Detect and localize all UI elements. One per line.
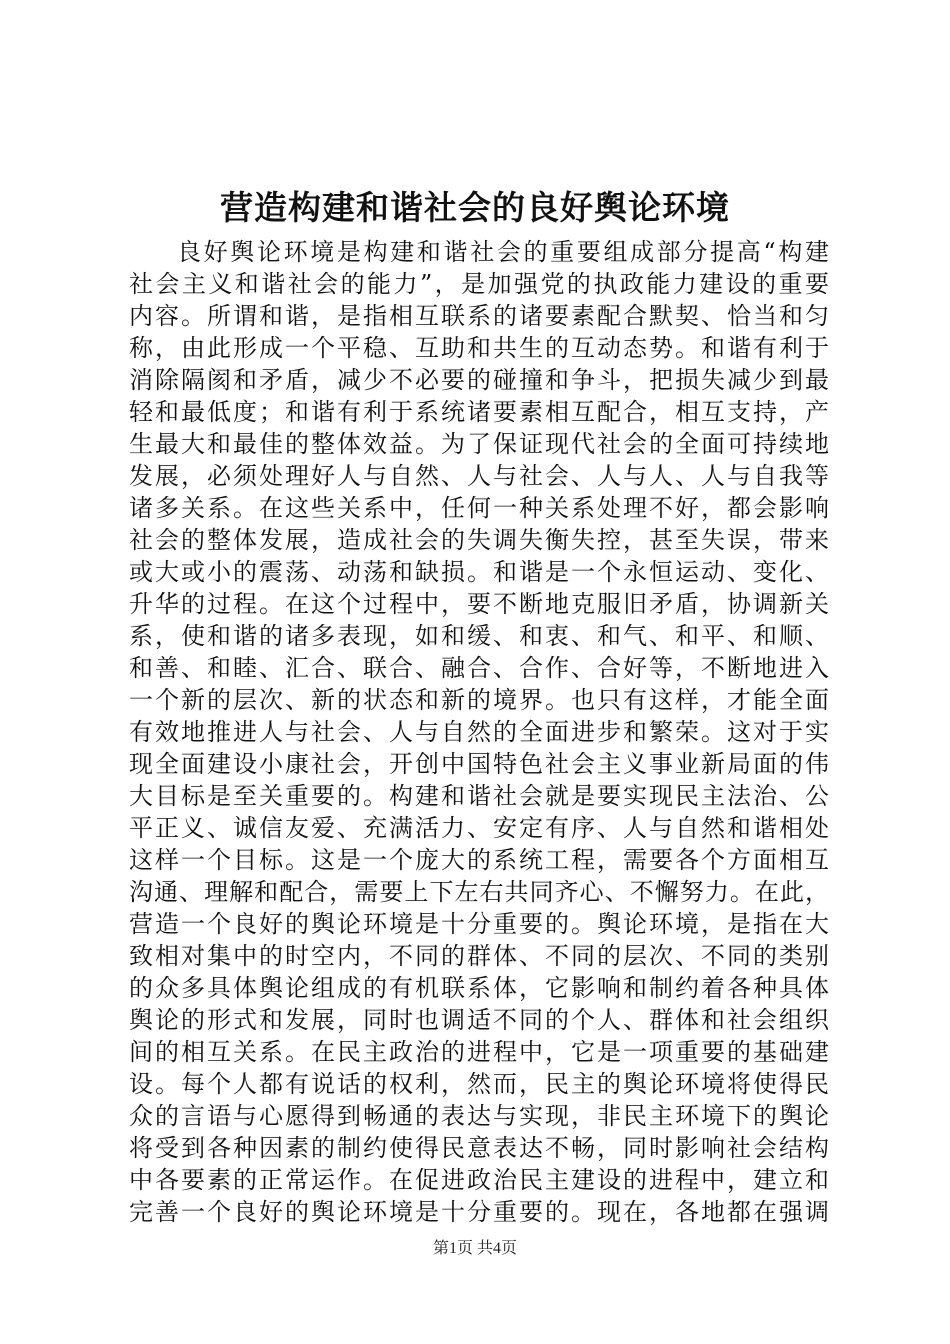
body-line: 将受到各种因素的制约使得民意表达不畅，同时影响社会结构 (129, 1134, 829, 1162)
body-line: 大目标是至关重要的。构建和谐社会就是要实现民主法治、公 (129, 782, 829, 810)
body-line: 沟通、理解和配合，需要上下左右共同齐心、不懈努力。在此， (129, 878, 829, 906)
body-line: 中各要素的正常运作。在促进政治民主建设的进程中，建立和 (129, 1166, 829, 1194)
body-line: 升华的过程。在这个过程中，要不断地克服旧矛盾，协调新关 (129, 590, 829, 618)
document-title: 营造构建和谐社会的良好舆论环境 (220, 188, 730, 227)
body-line: 设。每个人都有说话的权利，然而，民主的舆论环境将使得民 (129, 1070, 829, 1098)
body-line: 舆论的形式和发展，同时也调适不同的个人、群体和社会组织 (129, 1006, 829, 1034)
body-line: 系，使和谐的诸多表现，如和缓、和衷、和气、和平、和顺、 (129, 622, 829, 650)
body-line: 诸多关系。在这些关系中，任何一种关系处理不好，都会影响 (129, 494, 829, 522)
page-number-footer: 第1页 共4页 (432, 1240, 517, 1257)
body-line: 致相对集中的时空内，不同的群体、不同的层次、不同的类别 (129, 942, 829, 970)
body-line: 众的言语与心愿得到畅通的表达与实现，非民主环境下的舆论 (129, 1102, 829, 1130)
body-line: 间的相互关系。在民主政治的进程中，它是一项重要的基础建 (129, 1038, 829, 1066)
body-line: 轻和最低度；和谐有利于系统诸要素相互配合，相互支持，产 (129, 398, 829, 426)
body-line: 这样一个目标。这是一个庞大的系统工程，需要各个方面相互 (129, 846, 829, 874)
body-line: 一个新的层次、新的状态和新的境界。也只有这样，才能全面 (129, 686, 829, 714)
body-line: 良好舆论环境是构建和谐社会的重要组成部分提高“构建 (177, 238, 829, 266)
body-line: 现全面建设小康社会，开创中国特色社会主义事业新局面的伟 (129, 750, 829, 778)
body-line: 的众多具体舆论组成的有机联系体，它影响和制约着各种具体 (129, 974, 829, 1002)
body-line: 营造一个良好的舆论环境是十分重要的。舆论环境，是指在大 (129, 910, 829, 938)
document-body (129, 236, 829, 1228)
body-line: 称，由此形成一个平稳、互助和共生的互动态势。和谐有利于 (129, 334, 829, 362)
body-line: 社会主义和谐社会的能力”，是加强党的执政能力建设的重要 (129, 270, 829, 298)
body-line: 平正义、诚信友爱、充满活力、安定有序、人与自然和谐相处 (129, 814, 829, 842)
body-line: 社会的整体发展，造成社会的失调失衡失控，甚至失误，带来 (129, 526, 829, 554)
body-line: 发展，必须处理好人与自然、人与社会、人与人、人与自我等 (129, 462, 829, 490)
body-line: 消除隔阂和矛盾，减少不必要的碰撞和争斗，把损失减少到最 (129, 366, 829, 394)
body-line: 完善一个良好的舆论环境是十分重要的。现在，各地都在强调 (129, 1198, 829, 1226)
body-line: 内容。所谓和谐，是指相互联系的诸要素配合默契、恰当和匀 (129, 302, 829, 330)
body-line: 有效地推进人与社会、人与自然的全面进步和繁荣。这对于实 (129, 718, 829, 746)
body-line: 或大或小的震荡、动荡和缺损。和谐是一个永恒运动、变化、 (129, 558, 829, 586)
body-line: 和善、和睦、汇合、联合、融合、合作、合好等，不断地进入 (129, 654, 829, 682)
body-line: 生最大和最佳的整体效益。为了保证现代社会的全面可持续地 (129, 430, 829, 458)
